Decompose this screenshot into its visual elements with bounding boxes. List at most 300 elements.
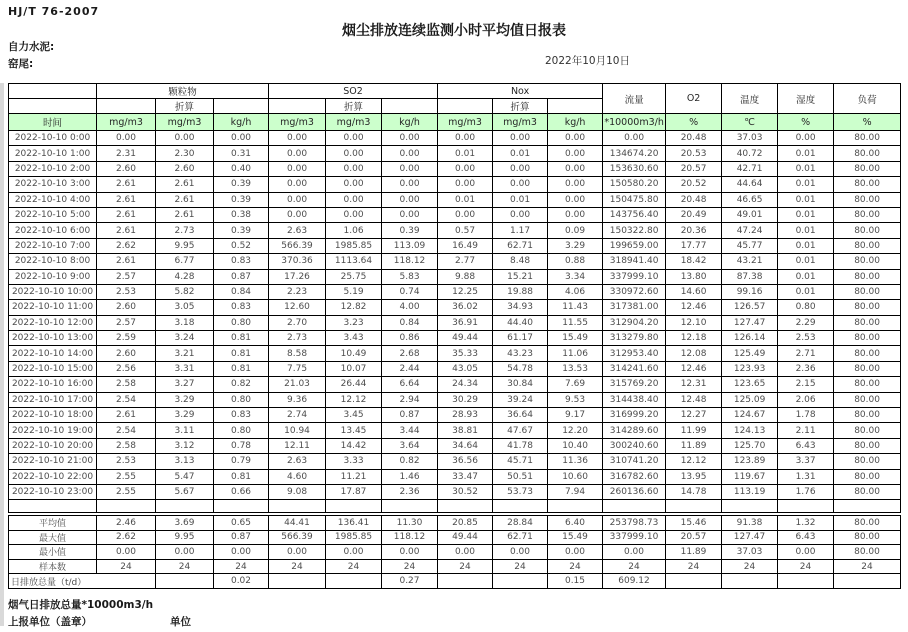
cell-value: 15.49 <box>548 530 603 545</box>
cell-value: 0.80 <box>214 423 269 438</box>
cell-value: 0.66 <box>214 484 269 499</box>
cell-value: 0.00 <box>382 207 438 222</box>
table-row <box>9 545 901 560</box>
cell-value: 15.21 <box>493 269 548 284</box>
cell-value: 14.78 <box>666 484 722 499</box>
cell-value: 0.01 <box>778 177 834 192</box>
group-so2: SO2 <box>269 84 438 99</box>
unit-kgh: kg/h <box>214 114 269 131</box>
cell-value: 42.71 <box>722 161 778 176</box>
cell-value: 35.33 <box>438 346 493 361</box>
cell-value: 2.60 <box>156 161 214 176</box>
cell-value: 314289.60 <box>603 423 666 438</box>
cell-value: 2.73 <box>269 331 326 346</box>
cell-value: 2.57 <box>97 315 156 330</box>
cell-value: 2.59 <box>97 331 156 346</box>
group-temp: 温度 <box>722 84 778 114</box>
cell-value: 3.21 <box>156 346 214 361</box>
cell-value: 0.38 <box>214 207 269 222</box>
cell-value: 11.43 <box>548 300 603 315</box>
cell-value: 0.00 <box>493 177 548 192</box>
row-time: 2022-10-10 16:00 <box>9 377 97 392</box>
table-row <box>9 423 901 438</box>
cell-value: 0.00 <box>382 545 438 560</box>
cell-value: 20.57 <box>666 530 722 545</box>
summary-table <box>8 515 901 589</box>
cell-value: 0.80 <box>778 300 834 315</box>
cell-value: 2.94 <box>382 392 438 407</box>
cell-value: 30.84 <box>493 377 548 392</box>
cell-value: 20.48 <box>666 131 722 146</box>
cell-value: 24.34 <box>438 377 493 392</box>
cell-value: 0.00 <box>438 177 493 192</box>
group-flow: 流量 <box>603 84 666 114</box>
cell-value: 0.00 <box>603 131 666 146</box>
cell-value: 45.77 <box>722 238 778 253</box>
cell-value: 2.60 <box>97 346 156 361</box>
cell-value: 2.44 <box>382 361 438 376</box>
cell-value: 5.47 <box>156 469 214 484</box>
cell-value: 2.54 <box>97 423 156 438</box>
cell-value: 24 <box>548 559 603 574</box>
cell-value: 2.57 <box>97 269 156 284</box>
cell-value: 0.00 <box>778 131 834 146</box>
cell-value: 80.00 <box>834 530 901 545</box>
cell-value: 2.55 <box>97 469 156 484</box>
cell-value: 7.75 <box>269 361 326 376</box>
cell-value: 37.03 <box>722 545 778 560</box>
cell-value: 150475.80 <box>603 192 666 207</box>
cell-value: 80.00 <box>834 131 901 146</box>
cell-value: 0.01 <box>778 238 834 253</box>
cell-value: 125.70 <box>722 438 778 453</box>
cell-value: 153630.60 <box>603 161 666 176</box>
cell-value: 15.49 <box>548 331 603 346</box>
cell-value: 7.94 <box>548 484 603 499</box>
cell-value: 9.17 <box>548 408 603 423</box>
cell-value: 0.01 <box>438 146 493 161</box>
table-row <box>9 516 901 531</box>
table-row <box>9 192 901 207</box>
row-time: 2022-10-10 2:00 <box>9 161 97 176</box>
cell-value: 80.00 <box>834 331 901 346</box>
cell-value: 24 <box>97 559 156 574</box>
row-time: 2022-10-10 22:00 <box>9 469 97 484</box>
cell-value: 0.86 <box>382 331 438 346</box>
cell-value: 6.43 <box>778 530 834 545</box>
cell-value: 10.49 <box>326 346 382 361</box>
cell-value: 0.00 <box>438 131 493 146</box>
cell-value: 13.45 <box>326 423 382 438</box>
cell-value: 2.61 <box>97 177 156 192</box>
cell-value: 2.53 <box>97 284 156 299</box>
cell-value: 0.87 <box>214 269 269 284</box>
cell-value: 370.36 <box>269 254 326 269</box>
cell-value: 20.48 <box>666 192 722 207</box>
cell-value: 41.78 <box>493 438 548 453</box>
cell-value: 0.00 <box>778 545 834 560</box>
cell-value: 0.01 <box>778 207 834 222</box>
cell-value: 43.21 <box>722 254 778 269</box>
page-edge <box>0 83 4 626</box>
table-row <box>9 500 901 513</box>
table-row <box>9 300 901 315</box>
row-time: 2022-10-10 12:00 <box>9 315 97 330</box>
cell-value: 20.49 <box>666 207 722 222</box>
cell-value: 0.40 <box>214 161 269 176</box>
table-row <box>9 284 901 299</box>
row-time: 2022-10-10 23:00 <box>9 484 97 499</box>
cell-value: 0.39 <box>382 223 438 238</box>
summary-label: 样本数 <box>9 559 97 574</box>
cell-value: 0.39 <box>214 223 269 238</box>
cell-value: 12.20 <box>548 423 603 438</box>
cell-value: 24 <box>438 559 493 574</box>
cell-value: 0.00 <box>97 131 156 146</box>
blank-cell <box>382 500 438 513</box>
cell-value: 4.00 <box>382 300 438 315</box>
cell-value: 13.53 <box>548 361 603 376</box>
cell-value: 0.00 <box>548 177 603 192</box>
cell-value: 2.61 <box>97 254 156 269</box>
group-humidity: 湿度 <box>778 84 834 114</box>
cell-value: 0.00 <box>382 161 438 176</box>
cell-value: 9.36 <box>269 392 326 407</box>
cell-value: 0.00 <box>382 131 438 146</box>
cell-value: 28.84 <box>493 516 548 531</box>
cell-value: 12.27 <box>666 408 722 423</box>
blank-cell <box>326 500 382 513</box>
cell-value: 45.71 <box>493 454 548 469</box>
table-row <box>9 408 901 423</box>
cell-value: 125.09 <box>722 392 778 407</box>
unit-mg: mg/m3 <box>493 114 548 131</box>
cell-value: 2.61 <box>97 223 156 238</box>
cell-value: 199659.00 <box>603 238 666 253</box>
cell-value: 11.89 <box>666 438 722 453</box>
group-o2: O2 <box>666 84 722 114</box>
table-body <box>9 131 901 513</box>
cell-value: 0.83 <box>214 408 269 423</box>
cell-value: 87.38 <box>722 269 778 284</box>
cell-value: 7.69 <box>548 377 603 392</box>
cell-value: 30.29 <box>438 392 493 407</box>
reporting-unit-label: 上报单位（盖章） <box>8 616 92 628</box>
table-row <box>9 438 901 453</box>
cell-value: 4.60 <box>269 469 326 484</box>
table-row <box>9 146 901 161</box>
cell-value: 2.60 <box>97 161 156 176</box>
cell-value: 3.18 <box>156 315 214 330</box>
cell-value: 12.25 <box>438 284 493 299</box>
cell-value: 3.11 <box>156 423 214 438</box>
cell-value: 99.16 <box>722 284 778 299</box>
cell-value: 11.36 <box>548 454 603 469</box>
group-pm: 颗粒物 <box>97 84 269 99</box>
cell-value: 0.00 <box>548 131 603 146</box>
row-time: 2022-10-10 21:00 <box>9 454 97 469</box>
table-row <box>9 377 901 392</box>
cell-value: 40.72 <box>722 146 778 161</box>
cell-value: 316999.20 <box>603 408 666 423</box>
cell-value: 314241.60 <box>603 361 666 376</box>
cell-value: 0.81 <box>214 331 269 346</box>
cell-value: 113.19 <box>722 484 778 499</box>
cell-value: 2.30 <box>156 146 214 161</box>
cell-value: 0.80 <box>214 392 269 407</box>
unit-mg: mg/m3 <box>438 114 493 131</box>
so2-converted-label: 折算 <box>326 99 382 114</box>
cell-value: 12.48 <box>666 392 722 407</box>
cell-value: 0.82 <box>214 377 269 392</box>
row-time: 2022-10-10 11:00 <box>9 300 97 315</box>
cell-value <box>493 574 548 589</box>
cell-value: 2.71 <box>778 346 834 361</box>
cell-value: 3.13 <box>156 454 214 469</box>
cell-value: 3.45 <box>326 408 382 423</box>
cell-value: 126.14 <box>722 331 778 346</box>
row-time: 2022-10-10 18:00 <box>9 408 97 423</box>
cell-value: 91.38 <box>722 516 778 531</box>
cell-value: 0.00 <box>493 545 548 560</box>
cell-value: 2.54 <box>97 392 156 407</box>
table-row <box>9 238 901 253</box>
cell-value: 2.23 <box>269 284 326 299</box>
cell-value: 2.62 <box>97 530 156 545</box>
cell-value: 9.53 <box>548 392 603 407</box>
cell-value: 2.29 <box>778 315 834 330</box>
cell-value: 0.39 <box>214 177 269 192</box>
flue-gas-total-label: 烟气日排放总量*10000m3/h <box>8 599 154 611</box>
blank-cell <box>778 500 834 513</box>
cell-value: 0.01 <box>493 146 548 161</box>
cell-value: 10.40 <box>548 438 603 453</box>
cell-value: 80.00 <box>834 423 901 438</box>
cell-value: 36.91 <box>438 315 493 330</box>
cell-value: 0.78 <box>214 438 269 453</box>
cell-value: 2.62 <box>97 238 156 253</box>
cell-value: 39.24 <box>493 392 548 407</box>
table-row <box>9 223 901 238</box>
cell-value: 13.95 <box>666 469 722 484</box>
blank-cell <box>603 500 666 513</box>
cell-value: 3.05 <box>156 300 214 315</box>
cell-value: 16.49 <box>438 238 493 253</box>
cell-value: 17.77 <box>666 238 722 253</box>
table-row <box>9 315 901 330</box>
cell-value: 44.41 <box>269 516 326 531</box>
cell-value: 49.01 <box>722 207 778 222</box>
cell-value: 2.63 <box>269 223 326 238</box>
row-time: 2022-10-10 8:00 <box>9 254 97 269</box>
cell-value: 2.60 <box>97 300 156 315</box>
cell-value: 24 <box>834 559 901 574</box>
cell-value: 6.40 <box>548 516 603 531</box>
cell-value: 8.58 <box>269 346 326 361</box>
cell-value: 3.43 <box>326 331 382 346</box>
cell-value: 127.47 <box>722 530 778 545</box>
cell-value: 315769.20 <box>603 377 666 392</box>
cell-value: 2.61 <box>97 207 156 222</box>
cell-value: 12.18 <box>666 331 722 346</box>
cell-value: 11.89 <box>666 545 722 560</box>
cell-value: 300240.60 <box>603 438 666 453</box>
blank-cell <box>9 99 97 114</box>
cell-value: 0.00 <box>326 146 382 161</box>
cell-value: 24 <box>382 559 438 574</box>
table-row <box>9 177 901 192</box>
row-time: 2022-10-10 19:00 <box>9 423 97 438</box>
cell-value: 80.00 <box>834 300 901 315</box>
cell-value: 150580.20 <box>603 177 666 192</box>
cell-value: 125.49 <box>722 346 778 361</box>
cell-value: 3.44 <box>382 423 438 438</box>
cell-value: 24 <box>722 559 778 574</box>
cell-value: 0.09 <box>548 223 603 238</box>
unit-kgh: kg/h <box>382 114 438 131</box>
cell-value: 43.05 <box>438 361 493 376</box>
cell-value: 0.01 <box>778 254 834 269</box>
cell-value: 0.00 <box>548 161 603 176</box>
table-row <box>9 559 901 574</box>
cell-value: 0.00 <box>548 545 603 560</box>
row-time: 2022-10-10 0:00 <box>9 131 97 146</box>
cell-value: 24 <box>214 559 269 574</box>
cell-value: 2.61 <box>156 177 214 192</box>
cell-value: 0.00 <box>382 192 438 207</box>
cell-value: 9.88 <box>438 269 493 284</box>
row-time: 2022-10-10 3:00 <box>9 177 97 192</box>
cell-value <box>666 574 722 589</box>
cell-value: 25.75 <box>326 269 382 284</box>
cell-value: 136.41 <box>326 516 382 531</box>
cell-value: 2.53 <box>778 331 834 346</box>
table-row <box>9 269 901 284</box>
row-time: 2022-10-10 4:00 <box>9 192 97 207</box>
cell-value: 0.01 <box>493 192 548 207</box>
company-label: 自力水泥: <box>8 41 55 53</box>
row-time: 2022-10-10 10:00 <box>9 284 97 299</box>
cell-value: 316782.60 <box>603 469 666 484</box>
cell-value: 0.00 <box>493 207 548 222</box>
unit-mg: mg/m3 <box>97 114 156 131</box>
group-load: 负荷 <box>834 84 901 114</box>
cell-value: 80.00 <box>834 454 901 469</box>
cell-value: 80.00 <box>834 315 901 330</box>
cell-value: 2.61 <box>97 192 156 207</box>
cell-value: 0.00 <box>269 192 326 207</box>
cell-value: 12.11 <box>269 438 326 453</box>
cell-value <box>438 574 493 589</box>
cell-value: 0.02 <box>214 574 269 589</box>
cell-value: 12.46 <box>666 361 722 376</box>
cell-value: 20.36 <box>666 223 722 238</box>
cell-value: 6.77 <box>156 254 214 269</box>
cell-value: 2.46 <box>97 516 156 531</box>
cell-value: 314438.40 <box>603 392 666 407</box>
unit-pct: % <box>778 114 834 131</box>
cell-value <box>834 574 901 589</box>
cell-value: 10.07 <box>326 361 382 376</box>
cell-value: 80.00 <box>834 192 901 207</box>
cell-value: 11.30 <box>382 516 438 531</box>
page-title: 烟尘排放连续监测小时平均值日报表 <box>342 23 566 39</box>
cell-value: 10.60 <box>548 469 603 484</box>
cell-value: 0.00 <box>438 161 493 176</box>
cell-value: 0.87 <box>382 408 438 423</box>
cell-value: 24 <box>603 559 666 574</box>
cell-value: 330972.60 <box>603 284 666 299</box>
row-time: 2022-10-10 13:00 <box>9 331 97 346</box>
cell-value: 124.67 <box>722 408 778 423</box>
cell-value: 0.00 <box>438 545 493 560</box>
cell-value: 3.27 <box>156 377 214 392</box>
cell-value: 0.00 <box>382 146 438 161</box>
cell-value: 0.83 <box>214 300 269 315</box>
cell-value: 80.00 <box>834 254 901 269</box>
cell-value: 12.46 <box>666 300 722 315</box>
cell-value: 0.81 <box>214 346 269 361</box>
cell-value: 14.60 <box>666 284 722 299</box>
cell-value: 2.61 <box>156 207 214 222</box>
group-nox: Nox <box>438 84 603 99</box>
cell-value: 2.70 <box>269 315 326 330</box>
hourly-report-table <box>8 83 901 513</box>
cell-value: 30.52 <box>438 484 493 499</box>
cell-value: 5.67 <box>156 484 214 499</box>
cell-value: 3.12 <box>156 438 214 453</box>
cell-value: 50.51 <box>493 469 548 484</box>
time-header: 时间 <box>9 114 97 131</box>
row-time: 2022-10-10 5:00 <box>9 207 97 222</box>
cell-value: 80.00 <box>834 284 901 299</box>
cell-value: 2.53 <box>97 454 156 469</box>
cell-value: 19.88 <box>493 284 548 299</box>
cell-value: 2.74 <box>269 408 326 423</box>
table-header <box>9 84 901 131</box>
cell-value: 1.76 <box>778 484 834 499</box>
cell-value: 80.00 <box>834 161 901 176</box>
cell-value: 1113.64 <box>326 254 382 269</box>
blank-cell <box>97 500 156 513</box>
unit-pct: % <box>834 114 901 131</box>
cell-value: 18.42 <box>666 254 722 269</box>
blank-cell <box>382 99 438 114</box>
summary-body <box>9 516 901 589</box>
cell-value: 2.58 <box>97 377 156 392</box>
cell-value: 0.81 <box>214 361 269 376</box>
cell-value: 119.67 <box>722 469 778 484</box>
cell-value: 12.12 <box>666 454 722 469</box>
cell-value: 37.03 <box>722 131 778 146</box>
cell-value: 0.01 <box>778 192 834 207</box>
cell-value: 566.39 <box>269 530 326 545</box>
row-time: 2022-10-10 7:00 <box>9 238 97 253</box>
standard-code: HJ/T 76-2007 <box>8 5 100 18</box>
cell-value: 2.58 <box>97 438 156 453</box>
cell-value: 0.00 <box>326 161 382 176</box>
blank-cell <box>493 500 548 513</box>
table-row <box>9 131 901 146</box>
cell-value: 26.44 <box>326 377 382 392</box>
cell-value: 21.03 <box>269 377 326 392</box>
cell-value: 80.00 <box>834 438 901 453</box>
table-row <box>9 484 901 499</box>
blank-cell <box>438 500 493 513</box>
cell-value: 0.00 <box>156 131 214 146</box>
cell-value: 123.93 <box>722 361 778 376</box>
summary-label: 最小值 <box>9 545 97 560</box>
